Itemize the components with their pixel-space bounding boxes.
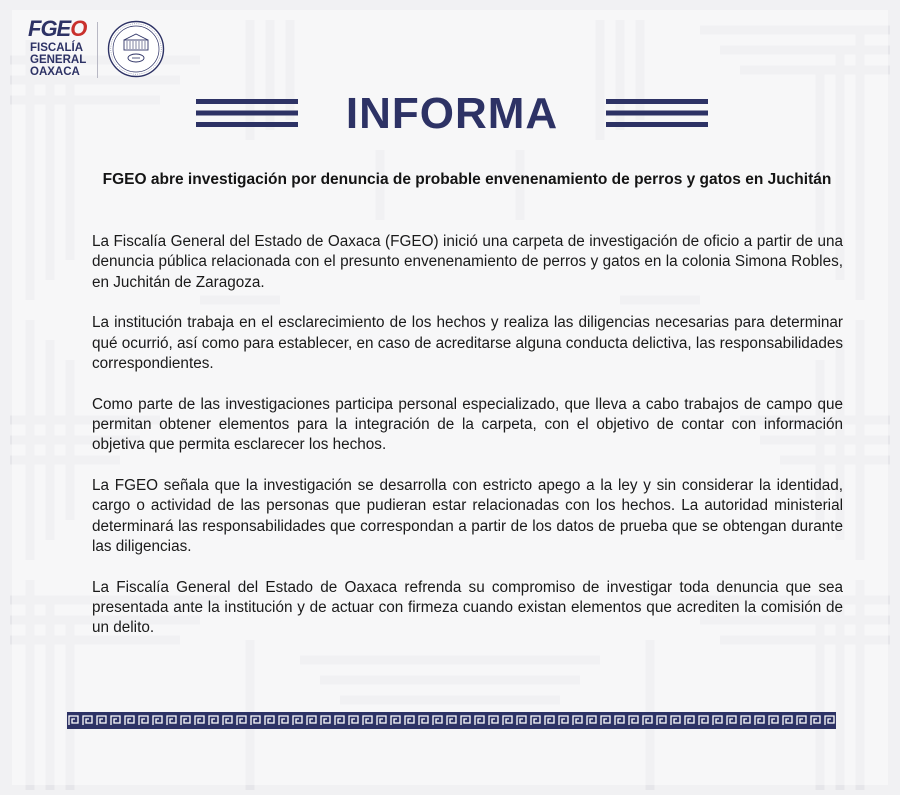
headline: FGEO abre investigación por denuncia de probable envenenamiento de perros y gatos en Juchitán — [102, 171, 832, 188]
article-body — [92, 232, 843, 659]
greca-border-icon — [67, 712, 836, 729]
banner-lines-left-icon — [196, 99, 298, 127]
paragraph-1: La Fiscalía General del Estado de Oaxaca (FGEO) inició una carpeta de investigación de oficio a partir de una denuncia pública relacionada con el presunto envenenamiento de perros y gatos en la colonia Simona Robles, en Juchitán de Zaragoza. — [92, 233, 843, 291]
logo-mark: FGEO — [28, 16, 87, 41]
fgeo-logo — [28, 18, 90, 82]
paragraph-2: La institución trabaja en el esclarecimiento de los hechos y realiza las diligencias necesarias para determinar qué ocurrió, así como para establecer, en caso de acreditarse alguna conducta delictiva, las responsabilidades correspondientes. — [92, 314, 843, 372]
fgeo-seal-icon — [107, 20, 165, 78]
paragraph-4: La FGEO señala que la investigación se desarrolla con estricto apego a la ley y sin considerar la identidad, cargo o actividad de las personas que pudieran estar relacionadas con los hechos. La autoridad ministerial determinará las responsabilidades que correspondan a partir de los datos de prueba que se obtengan durante las diligencias. — [92, 477, 843, 556]
logo-text — [30, 42, 92, 78]
banner-lines-right-icon — [606, 99, 708, 127]
logo-divider — [97, 22, 98, 78]
logo-line-2: GENERAL — [30, 54, 87, 66]
paragraph-5: La Fiscalía General del Estado de Oaxaca refrenda su compromiso de investigar toda denuncia que sea presentada ante la institución y de actuar con firmeza cuando existan elementos que acrediten la comisión de un delito. — [92, 578, 843, 637]
logo-line-3: OAXACA — [30, 66, 80, 78]
informa-banner — [196, 89, 708, 138]
banner-title: INFORMA — [345, 89, 559, 138]
logo-line-1: FISCALÍA — [30, 42, 84, 54]
paragraph-3: Como parte de las investigaciones participa personal especializado, que lleva a cabo trabajos de campo que permitan obtener elementos para la integración de la carpeta, con el objetivo de contar con información objetiva que permita esclarecer los hechos. — [92, 395, 843, 454]
